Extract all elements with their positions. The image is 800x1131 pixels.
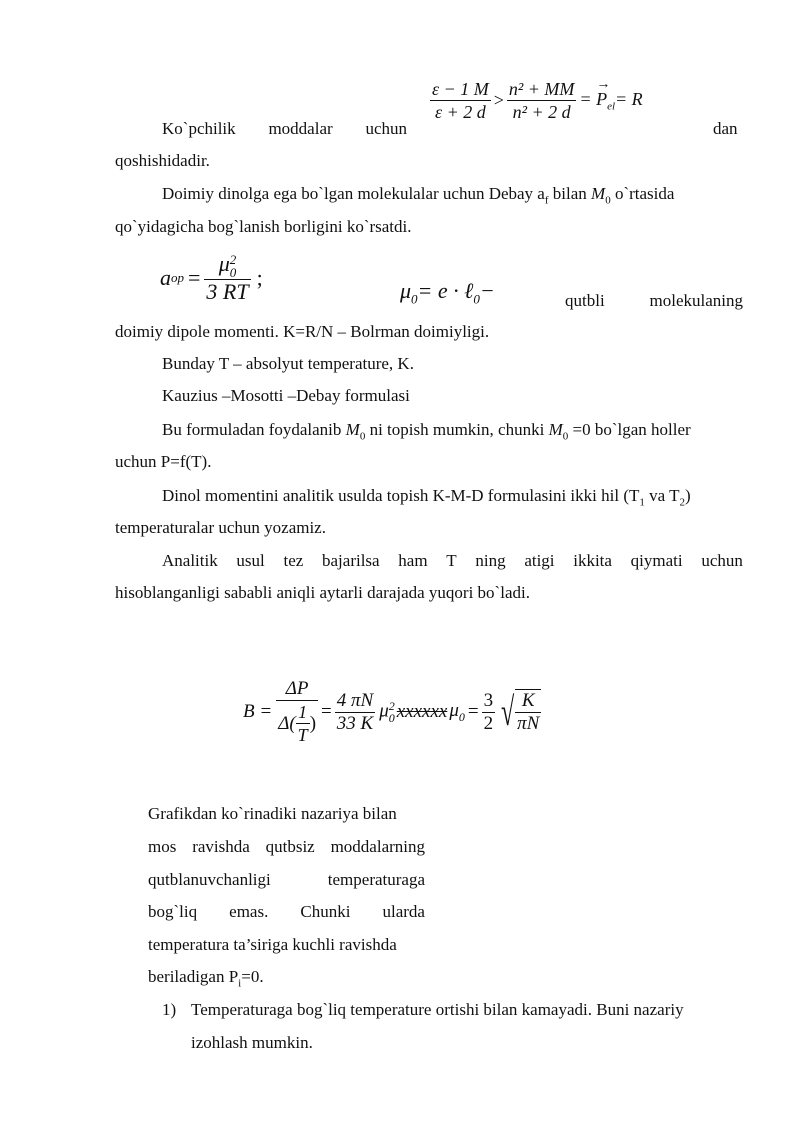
dinol-line2: temperaturalar uchun yozamiz. <box>115 518 326 537</box>
fraction-3-2: $\frac{3}{2}$ <box>483 689 494 734</box>
denominator: n² + 2 d <box>512 102 571 122</box>
fraction-2 <box>507 78 577 123</box>
bu-line2: uchun P=f(T). <box>115 452 212 471</box>
para5-line6: beriladigan $P_i=0$. <box>148 967 264 990</box>
list-line2: izohlash mumkin. <box>191 1033 313 1052</box>
formula-2b: $\mu_0= e$ · ℓ$_0$− <box>400 278 495 307</box>
dinol-line1: Dinol momentini analitik usulda topish K-M-D formulasini ikki hil ($T_1$ va $T_2$) <box>162 486 691 509</box>
bunday-line: Bunday T – absolyut temperature, K. <box>162 354 414 373</box>
para4-line2: hisoblanganligi sababli aniqli aytarli darajada yuqori bo`ladi. <box>115 583 530 602</box>
fraction-4pin: $\frac{4 \pi N}{33 K}$ <box>336 689 374 734</box>
word: qutbli <box>565 291 605 310</box>
para1-words <box>162 118 407 140</box>
formula-3: B = ΔP Δ( $\frac{1}{T}$ ) = $\frac{4 \pi N}{33 K}$ μ 2 0 xxxxxx $\mu_0$ = $\frac{3}{2}$ √ $\frac{K}{\pi N}$ <box>243 678 540 745</box>
denominator: ε + 2 d <box>434 102 486 122</box>
para4-line1: Analitik usul tez bajarilsa ham T ning atigi ikkita qiymati uchun <box>162 551 743 570</box>
fraction: μ 2 0 3 RT <box>206 251 249 304</box>
sqrt-icon: √ <box>501 689 515 734</box>
para5-line2: mos ravishda qutbsiz moddalarning <box>148 837 425 856</box>
word: moddalar <box>268 119 333 138</box>
formula-2: a op = μ 2 0 3 RT ; <box>160 251 263 304</box>
para2-line2: qo`yidagicha bog`lanish borligini ko`rsatdi. <box>115 217 412 236</box>
numerator: n² + MM <box>508 79 575 99</box>
polarization-term: → = $P_{el}= R$ <box>579 76 643 113</box>
para1-tail: dan <box>713 119 738 138</box>
para5-line1: Grafikdan ko`rinadiki nazariya bilan <box>148 804 397 823</box>
para2-line1: Doimiy dinolga ega bo`lgan molekulalar uchun Debay $a_f$ bilan $M_0$ o`rtasida <box>162 184 675 207</box>
para5-line5: temperatura ta’siriga kuchli ravishda <box>148 935 397 954</box>
para5-line4: bog`liq emas. Chunki ularda <box>148 902 425 921</box>
fraction-dp: ΔP Δ( $\frac{1}{T}$ ) <box>278 678 317 745</box>
numerator: ε − 1 M <box>432 79 489 99</box>
word: Ko`pchilik <box>162 119 236 138</box>
para5-line3: qutblanuvchanligi temperaturaga <box>148 870 425 889</box>
word: uchun <box>365 119 407 138</box>
bu-line1: Bu formuladan foydalanib $M_0$ ni topish mumkin, chunki $M_0 =0$ bo`lgan holler <box>162 420 691 443</box>
greater-sign: > <box>493 90 504 110</box>
word: molekulaning <box>649 291 743 310</box>
fraction-1 <box>430 78 491 123</box>
list-line1: Temperaturaga bog`liq temperature ortishi bilan kamayadi. Buni nazariy <box>191 1000 684 1019</box>
list-number: 1) <box>162 1000 177 1019</box>
kauzius-line: Kauzius –Mosotti –Debay formulasi <box>162 386 410 405</box>
para1-line2: qoshishidadir. <box>115 151 210 170</box>
para3-words <box>565 290 743 312</box>
formula-1 <box>430 78 643 123</box>
sqrt-fraction: $\frac{K}{\pi N}$ <box>517 690 540 734</box>
para3-line2: doimiy dipole momenti. K=R/N – Bolrman doimiyligi. <box>115 322 490 341</box>
